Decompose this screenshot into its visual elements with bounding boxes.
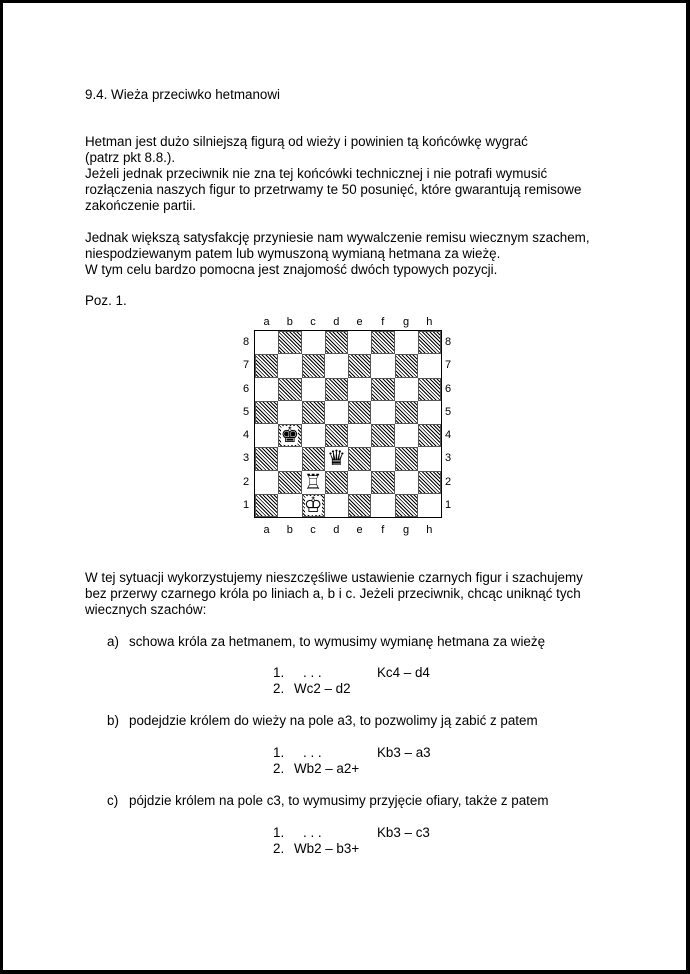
paragraph-1-line-4: rozłączenia naszych figur to przetrwamy te 50 posunięć, które gwarantują remisowe [85, 182, 582, 197]
rank-label-4: 4 [242, 429, 250, 441]
option-b-text: podejdzie królem do wieży na pole a3, to pozwolimy ją zabić z patem [129, 713, 538, 728]
square-b1 [278, 494, 301, 517]
paragraph-2-line-2: niespodziewanym patem lub wymuszoną wymianą hetmana za wieżę. [85, 246, 501, 261]
square-h7 [418, 354, 441, 377]
square-f2 [371, 471, 394, 494]
rank-label-6: 6 [242, 382, 250, 395]
square-d4 [325, 424, 348, 447]
file-label-b: b [286, 316, 293, 328]
file-label-e: e [356, 316, 363, 328]
square-a7 [255, 354, 278, 377]
square-c2 [302, 471, 325, 494]
option-a-letter: a) [107, 634, 119, 649]
rank-label-4: 4 [444, 429, 452, 441]
option-c-text: pójdzie królem na pole c3, to wymusimy przyjęcie ofiary, także z patem [129, 793, 549, 808]
square-g8 [395, 331, 418, 354]
square-c4 [302, 424, 325, 447]
square-e7 [348, 354, 371, 377]
square-h2 [418, 471, 441, 494]
square-b3 [278, 447, 301, 470]
option-a-text: schowa króla za hetmanem, to wymusimy wymianę hetmana za wieżę [129, 634, 546, 649]
square-a6 [255, 378, 278, 401]
square-g3 [395, 447, 418, 470]
square-a5 [255, 401, 278, 424]
square-b5 [278, 401, 301, 424]
rank-label-2: 2 [444, 475, 452, 488]
square-a2 [255, 471, 278, 494]
file-label-g: g [402, 524, 410, 536]
black-king-icon: ♚ [280, 423, 300, 448]
option-b-letter: b) [107, 713, 119, 728]
square-b7 [278, 354, 301, 377]
file-label-c: c [310, 524, 316, 536]
square-c5 [302, 401, 325, 424]
square-g6 [395, 378, 418, 401]
move-number: 2. [273, 841, 285, 856]
square-f5 [371, 401, 394, 424]
file-label-f: f [381, 316, 385, 328]
paragraph-2-line-1: Jednak większą satysfakcję przyniesie nam wywalczenie remisu wiecznym szachem, [85, 230, 590, 245]
square-e2 [348, 471, 371, 494]
paragraph-1-line-2: (patrz pkt 8.8.). [85, 150, 176, 165]
white-move: . . . [303, 665, 322, 680]
file-label-a: a [263, 316, 270, 328]
square-h3 [418, 447, 441, 470]
position-label: Poz. 1. [85, 293, 127, 308]
square-f3 [371, 447, 394, 470]
file-label-f: f [381, 524, 385, 536]
square-e6 [348, 378, 371, 401]
white-king-icon: ♔ [303, 492, 323, 517]
square-b8 [278, 331, 301, 354]
square-g7 [395, 354, 418, 377]
file-label-d: d [333, 316, 340, 328]
square-f8 [371, 331, 394, 354]
square-c8 [302, 331, 325, 354]
paragraph-1-line-3: Jeżeli jednak przeciwnik nie zna tej końcówki technicznej i nie potrafi wymusić [85, 166, 548, 181]
black-move: Kb3 – a3 [377, 745, 431, 760]
square-a1 [255, 494, 278, 517]
square-d8 [325, 331, 348, 354]
white-move: . . . [303, 825, 322, 840]
paragraph-3-line-2: bez przerwy czarnego króla po liniach a, b i c. Jeżeli przeciwnik, chcąc uniknąć tych [85, 586, 581, 601]
file-label-e: e [356, 524, 363, 536]
white-move: . . . [303, 745, 322, 760]
square-h1 [418, 494, 441, 517]
file-label-h: h [426, 316, 433, 328]
paragraph-2-line-3: W tym celu bardzo pomocna jest znajomość dwóch typowych pozycji. [85, 262, 498, 277]
rank-label-1: 1 [242, 498, 250, 511]
black-move: Kc4 – d4 [377, 665, 430, 680]
square-d3 [325, 447, 348, 470]
square-b4 [278, 424, 301, 447]
square-b6 [278, 378, 301, 401]
square-c7 [302, 354, 325, 377]
black-move: Kb3 – c3 [377, 825, 430, 840]
chess-board [254, 330, 442, 518]
square-e8 [348, 331, 371, 354]
rank-label-3: 3 [444, 452, 452, 465]
file-label-h: h [426, 524, 433, 536]
square-f6 [371, 378, 394, 401]
rank-label-7: 7 [444, 359, 452, 372]
black-queen-icon: ♛ [326, 446, 346, 471]
square-d2 [325, 471, 348, 494]
square-d6 [325, 378, 348, 401]
rank-label-1: 1 [444, 498, 452, 511]
move-number: 1. [273, 665, 285, 680]
square-a4 [255, 424, 278, 447]
file-label-g: g [402, 316, 410, 328]
move-number: 1. [273, 825, 285, 840]
paragraph-3-line-1: W tej sytuacji wykorzystujemy nieszczęśliwe ustawienie czarnych figur i szachujemy [85, 570, 583, 585]
rank-label-6: 6 [444, 382, 452, 395]
square-h6 [418, 378, 441, 401]
square-d1 [325, 494, 348, 517]
square-h5 [418, 401, 441, 424]
white-move: Wb2 – b3+ [294, 841, 360, 856]
paragraph-1-line-5: zakończenie partii. [85, 198, 196, 213]
square-f7 [371, 354, 394, 377]
square-f1 [371, 494, 394, 517]
rank-label-5: 5 [242, 405, 250, 418]
square-e1 [348, 494, 371, 517]
square-d5 [325, 401, 348, 424]
square-g4 [395, 424, 418, 447]
square-d7 [325, 354, 348, 377]
chess-diagram [235, 313, 465, 539]
move-number: 2. [273, 681, 285, 696]
square-e4 [348, 424, 371, 447]
square-g2 [395, 471, 418, 494]
square-c3 [302, 447, 325, 470]
square-g5 [395, 401, 418, 424]
square-b2 [278, 471, 301, 494]
square-c6 [302, 378, 325, 401]
option-c-letter: c) [107, 793, 119, 808]
square-h8 [418, 331, 441, 354]
section-heading: 9.4. Wieża przeciwko hetmanowi [85, 87, 280, 102]
file-label-d: d [333, 524, 340, 536]
square-h4 [418, 424, 441, 447]
file-label-b: b [286, 524, 293, 536]
move-number: 2. [273, 761, 285, 776]
square-c1 [302, 494, 325, 517]
rank-label-7: 7 [242, 359, 250, 372]
white-rook-icon: ♖ [303, 469, 323, 494]
paragraph-1-line-1: Hetman jest dużo silniejszą figurą od wieży i powinien tą końcówkę wygrać [85, 134, 528, 149]
rank-label-8: 8 [242, 336, 250, 348]
white-move: Wb2 – a2+ [294, 761, 360, 776]
rank-label-3: 3 [242, 452, 250, 465]
move-number: 1. [273, 745, 285, 760]
white-move: Wc2 – d2 [294, 681, 351, 696]
square-e5 [348, 401, 371, 424]
rank-label-5: 5 [444, 405, 452, 418]
rank-label-2: 2 [242, 475, 250, 488]
square-a3 [255, 447, 278, 470]
paragraph-3-line-3: wiecznych szachów: [85, 602, 207, 617]
square-e3 [348, 447, 371, 470]
square-f4 [371, 424, 394, 447]
file-label-a: a [263, 524, 270, 536]
square-a8 [255, 331, 278, 354]
file-label-c: c [310, 316, 316, 328]
square-g1 [395, 494, 418, 517]
rank-label-8: 8 [444, 336, 452, 348]
